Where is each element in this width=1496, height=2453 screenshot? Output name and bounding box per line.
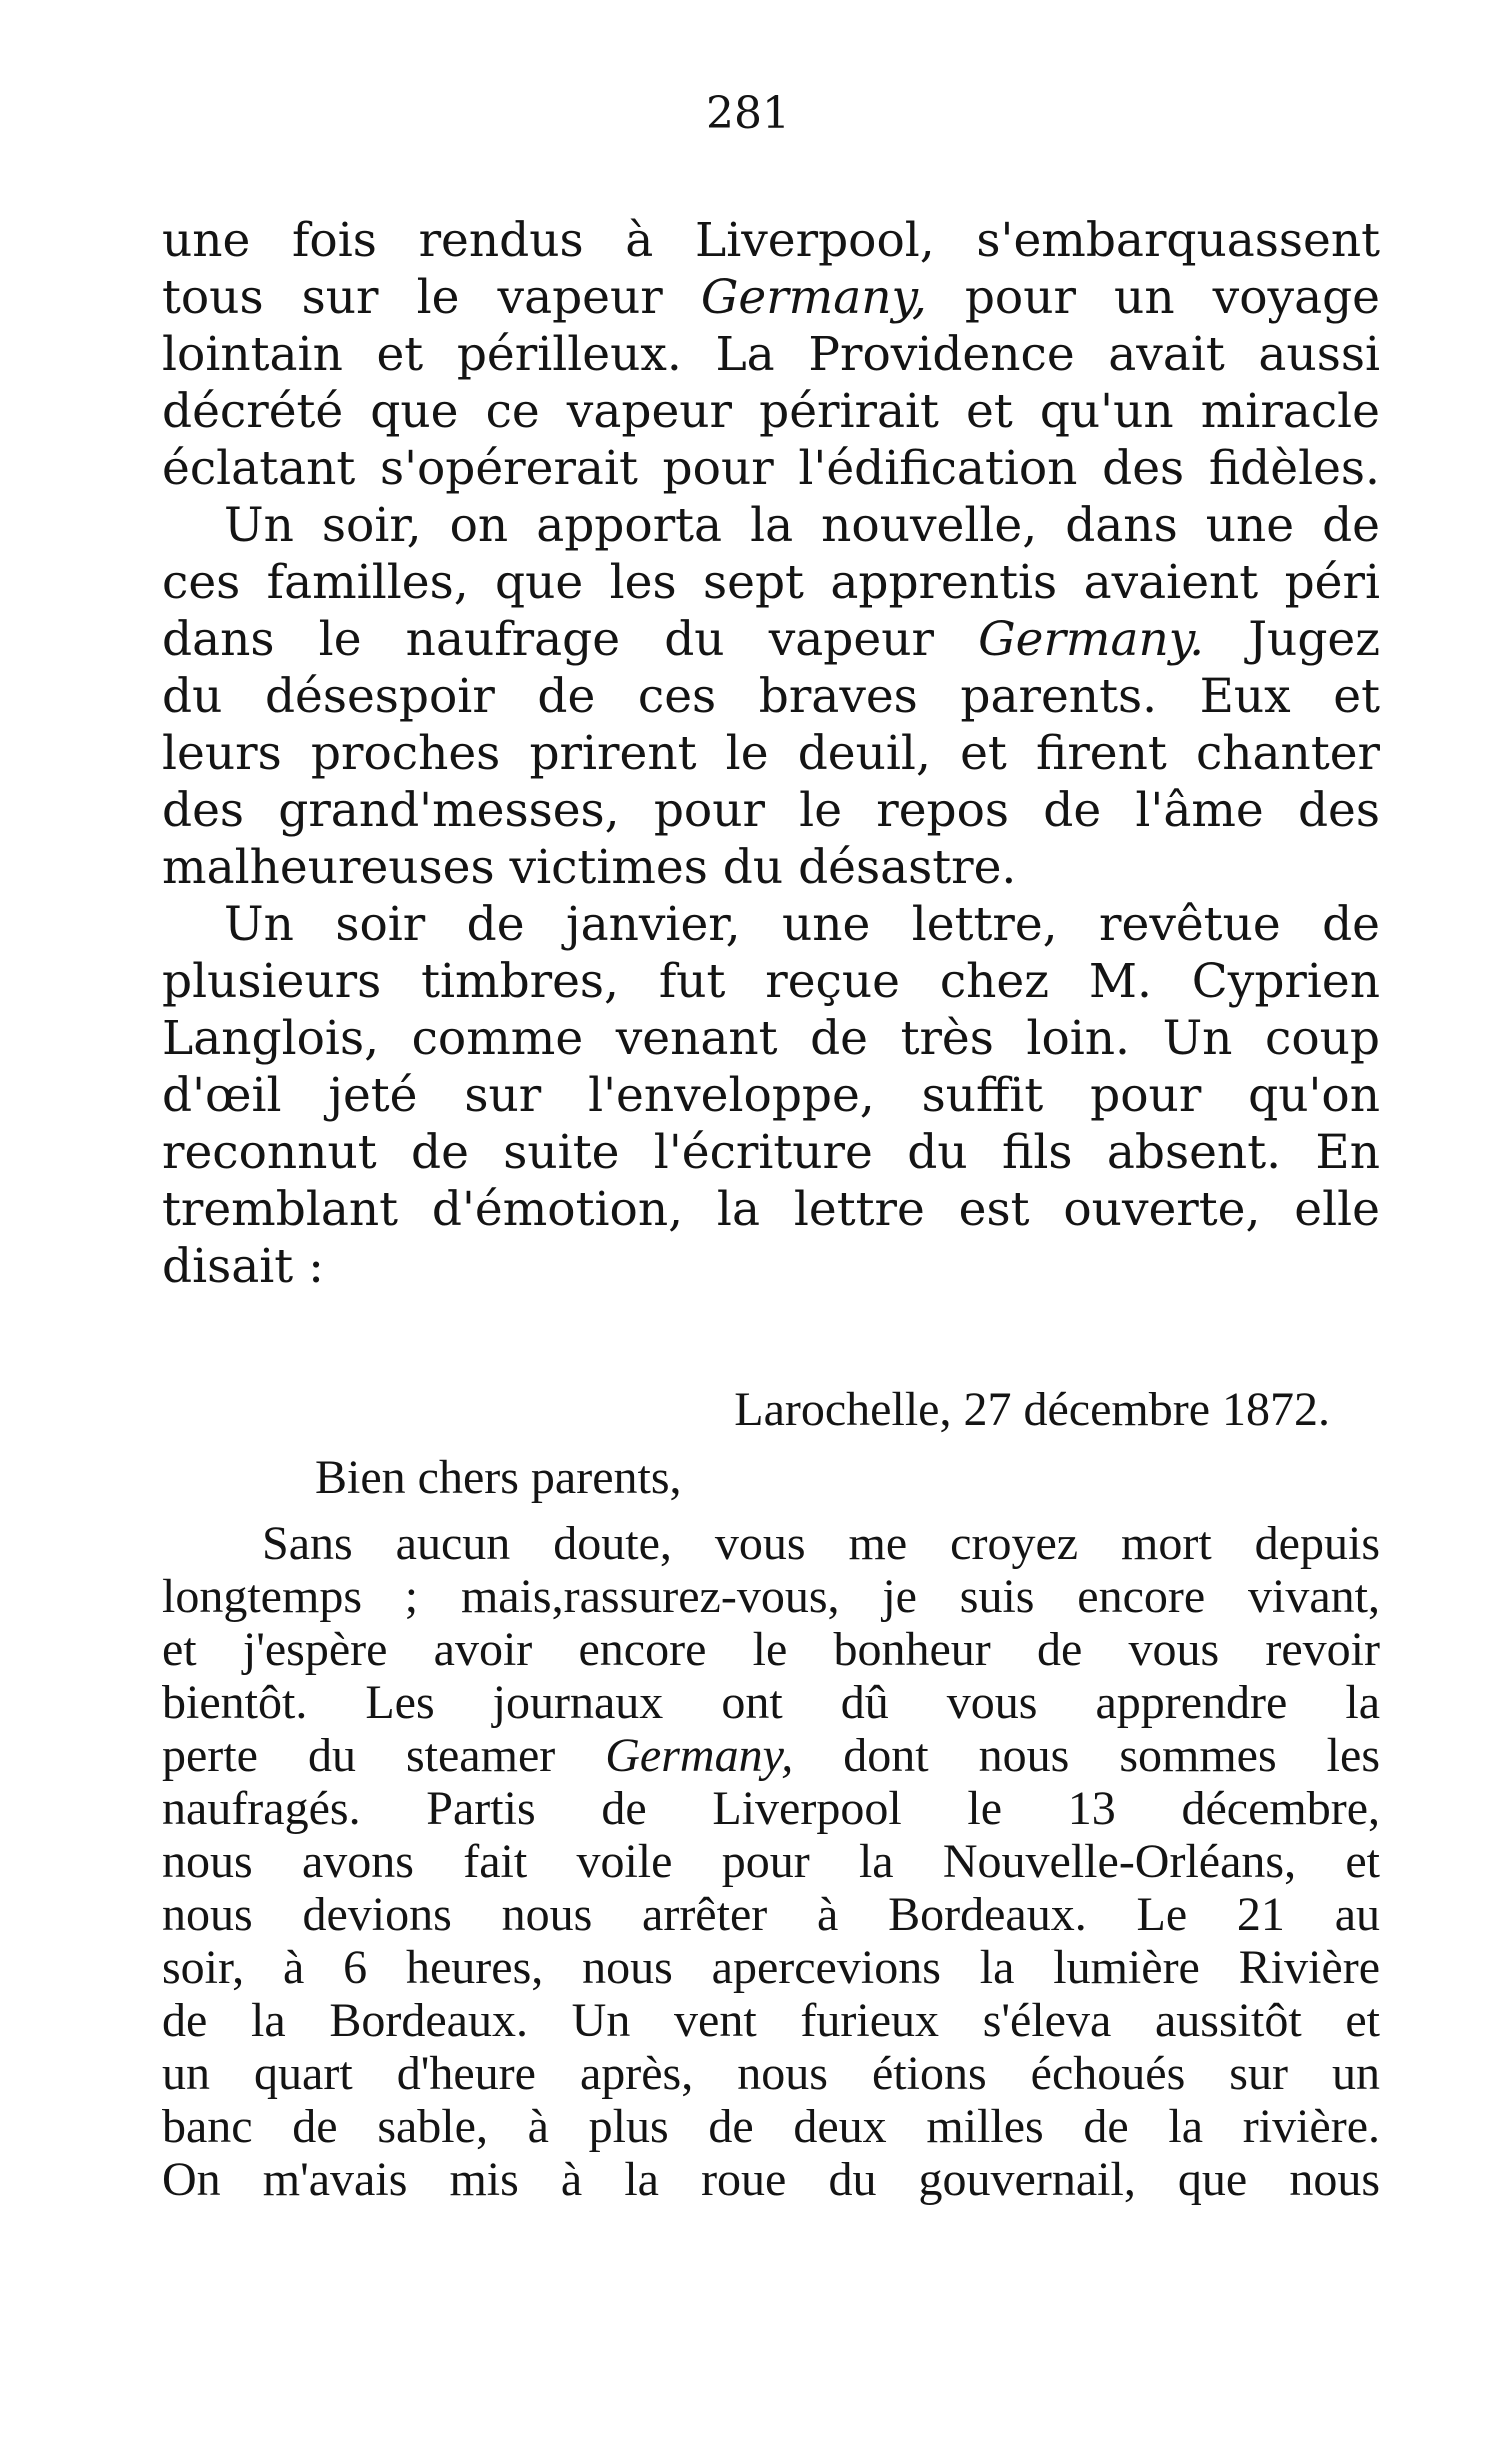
- text-line: éclatant s'opérerait pour l'édification des fidèles.: [162, 441, 1380, 496]
- letter-text: [162, 1517, 1380, 2206]
- text-line: disait :: [162, 1239, 324, 1294]
- text-line: des grand'messes, pour le repos de l'âme des: [162, 783, 1380, 838]
- text-line: un quart d'heure après, nous étions échoués sur un: [162, 2047, 1380, 2100]
- text-line: On m'avais mis à la roue du gouvernail, que nous: [162, 2153, 1380, 2206]
- text-line: perte du steamer Germany, dont nous sommes les: [162, 1729, 1380, 1782]
- text-line: longtemps ; mais,rassurez-vous, je suis encore vivant,: [162, 1570, 1380, 1623]
- text-line: d'œil jeté sur l'enveloppe, suffit pour qu'on: [162, 1068, 1380, 1123]
- text-line: Sans aucun doute, vous me croyez mort depuis: [262, 1517, 1380, 1570]
- text-line: soir, à 6 heures, nous apercevions la lumière Rivière: [162, 1941, 1380, 1994]
- text-line: nous devions nous arrêter à Bordeaux. Le 21 au: [162, 1888, 1380, 1941]
- text-line: une fois rendus à Liverpool, s'embarquassent: [162, 213, 1380, 268]
- text-line: dans le naufrage du vapeur Germany. Jugez: [162, 612, 1380, 667]
- text-line: Langlois, comme venant de très loin. Un coup: [162, 1011, 1380, 1066]
- text-line: nous avons fait voile pour la Nouvelle-Orléans, et: [162, 1835, 1380, 1888]
- text-line: et j'espère avoir encore le bonheur de vous revoir: [162, 1623, 1380, 1676]
- page-number: 281: [706, 88, 790, 139]
- text-line: malheureuses victimes du désastre.: [162, 840, 1017, 895]
- letter-salutation: Bien chers parents,: [315, 1451, 682, 1504]
- text-line: plusieurs timbres, fut reçue chez M. Cyprien: [162, 954, 1380, 1009]
- text-line: Un soir, on apporta la nouvelle, dans une de: [224, 498, 1380, 553]
- text-line: Un soir de janvier, une lettre, revêtue de: [224, 897, 1380, 952]
- ship-name: Germany,: [605, 1729, 794, 1782]
- text-line: bientôt. Les journaux ont dû vous apprendre la: [162, 1676, 1380, 1729]
- letter-dateline: Larochelle, 27 décembre 1872.: [734, 1383, 1330, 1436]
- text-line: décrété que ce vapeur périrait et qu'un miracle: [162, 384, 1380, 439]
- ship-name: Germany,: [700, 270, 927, 325]
- text-line: tous sur le vapeur Germany, pour un voyage: [162, 270, 1380, 325]
- text-line: reconnut de suite l'écriture du fils absent. En: [162, 1125, 1380, 1180]
- text-line: du désespoir de ces braves parents. Eux et: [162, 669, 1380, 724]
- text-line: de la Bordeaux. Un vent furieux s'éleva aussitôt et: [162, 1994, 1380, 2047]
- text-line: lointain et périlleux. La Providence avait aussi: [162, 327, 1380, 382]
- text-line: ces familles, que les sept apprentis avaient péri: [162, 555, 1380, 610]
- narrative-text: [162, 212, 1380, 1295]
- text-line: banc de sable, à plus de deux milles de la rivière.: [162, 2100, 1380, 2153]
- ship-name: Germany.: [978, 612, 1205, 667]
- text-line: naufragés. Partis de Liverpool le 13 décembre,: [162, 1782, 1380, 1835]
- text-line: leurs proches prirent le deuil, et firent chanter: [162, 726, 1380, 781]
- text-line: tremblant d'émotion, la lettre est ouverte, elle: [162, 1182, 1380, 1237]
